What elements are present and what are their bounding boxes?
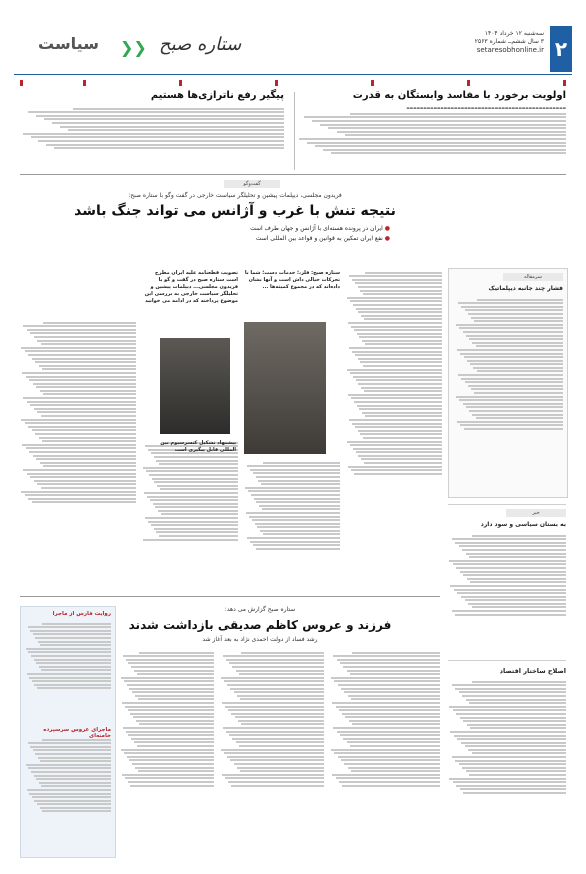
pull-quote-2: تصویب قطعنامه علیه ایران مطرح است ستاره صبح در گفت و گو با فریدون مجلسی... دیپلمات پیشین و تحلیلگر سیاست خارجی به بررسی این موضوع پرداخته که در ادامه می خوانید bbox=[144, 270, 238, 304]
reform-body bbox=[448, 679, 566, 847]
bottom-sub: رشد فساد از دولت احمدی نژاد به بعد آغاز شد bbox=[202, 636, 318, 643]
page-number: ٢ bbox=[550, 26, 572, 72]
double-chevron-icon: ❮❮ bbox=[120, 38, 147, 57]
bottom-deck: ستاره صبح گزارش می دهد: bbox=[224, 606, 296, 613]
editorial-sidebar bbox=[448, 268, 568, 498]
news-title: به بستان سیاسی و سود دارد bbox=[480, 521, 566, 528]
sidebar-label: سرمقاله bbox=[503, 273, 563, 281]
issue-line: ۳ سال ششم‌ــ شماره ۲۵۶۳ bbox=[474, 38, 544, 45]
main-col-3 bbox=[142, 440, 238, 590]
news-body bbox=[448, 533, 566, 653]
date-line: سه‌شنبه ۱۲ خرداد ۱۴۰۴ bbox=[484, 30, 544, 37]
main-bullet-1: ● ایران در پرونده هسته‌ای با آژانس و جهان طرف است bbox=[250, 225, 390, 232]
news-label: خبر bbox=[506, 509, 566, 517]
main-col-1 bbox=[346, 270, 442, 570]
issue-meta bbox=[475, 30, 544, 54]
site-url[interactable]: setaresobhonline.ir bbox=[476, 46, 544, 54]
pull-quote-3: پیشنهاد تشکیل کنسرسیوم بین المللی قابل پیگیری است bbox=[160, 440, 236, 453]
sidebar-title: فشار چند جانبه دیپلماتیک bbox=[488, 285, 563, 292]
main-col-2 bbox=[244, 460, 340, 590]
main-bullet-2: ● نفع ایران تمکین به قوانین و قواعد بین المللی است bbox=[255, 235, 390, 242]
meeting-photo bbox=[160, 338, 230, 434]
kicker-tag: گفت‌وگو bbox=[224, 180, 280, 188]
main-headline: نتیجه تنش با غرب و آژانس می تواند جنگ باشد bbox=[74, 203, 396, 219]
pull-quote-1: ستاره صبح: فلز،؛ خدمات دست؛ شما با تحرکات خیالی داش است و آنها نشان داده‌اند که در مجموع کمیته‌ها ... bbox=[244, 270, 340, 290]
news-sidebar bbox=[448, 504, 566, 655]
reform-box bbox=[448, 660, 566, 851]
main-col-4 bbox=[20, 320, 136, 590]
bottom-col-2 bbox=[220, 650, 324, 850]
bottom-left-box bbox=[20, 606, 116, 858]
bottom-left-label-1: روایت فارس از ماجرا bbox=[52, 611, 111, 617]
page-header bbox=[14, 26, 572, 72]
sidebar-body bbox=[455, 297, 563, 493]
newspaper-logo: ستاره صبح bbox=[159, 34, 242, 55]
main-bullets bbox=[90, 224, 390, 244]
reform-title: اصلاح ساختار اقتصاد bbox=[499, 667, 566, 675]
bottom-left-label-2: ماجرای عروس سرسپرده خامنه‌ای bbox=[43, 727, 111, 739]
decorative-ticks bbox=[20, 80, 566, 86]
bottom-col-3 bbox=[120, 650, 214, 850]
article-left-top-body bbox=[20, 106, 284, 170]
bottom-headline: فرزند و عروس کاظم صدیقی بازداشت شدند bbox=[128, 618, 392, 632]
main-deck: فریدون مجلسی، دیپلمات پیشین و تحلیلگر سیاست خارجی در گفت وگو با ستاره صبح: bbox=[128, 192, 342, 199]
bottom-col-1 bbox=[330, 650, 440, 850]
article-right-top-body: ▬▬▬▬▬▬▬▬▬▬▬▬▬▬▬▬▬▬▬▬▬▬▬▬▬▬▬▬▬▬▬▬▬▬▬▬▬▬▬▬▬▬▬▬▬▬▬ bbox=[296, 106, 566, 170]
headline-right-top: اولویت برخورد با مفاسد وابستگان به قدرت bbox=[352, 90, 566, 101]
headline-left-top: پیگیر رفع ناترازی‌ها هستیم bbox=[150, 90, 284, 101]
interview-photo bbox=[244, 322, 326, 454]
section-title: سیاست bbox=[38, 34, 99, 53]
header-rule bbox=[14, 74, 572, 75]
